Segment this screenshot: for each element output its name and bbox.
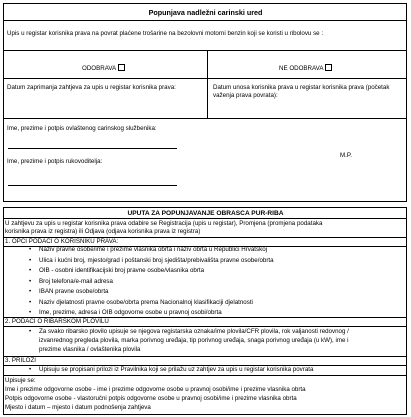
manager-signature-label: Ime, prezime i potpis rukovoditelja:: [7, 158, 103, 165]
list-item: • Naziv djelatnosti pravne osobe/obrta prema Nacionalnoj klasifikaciji djelatnosti: [5, 299, 274, 310]
footer-line-2: Ime i prezime odgovorne osobe - ime i prezime odgovorne osobe u pravnoj osobi/ime i prezime vlasnika obrta: [5, 386, 306, 393]
instructions-intro-line-1: U zahtjevu za upis u registar korisnika prava odabire se Registracija (upis u registar), Promjena (promjena podataka: [5, 220, 323, 227]
section-3-item: Upisuju se propisani prilozi iz Pravilnika koji se prilažu uz zahtjev za upis u registar korisnika povrata: [39, 366, 314, 373]
manager-signature-line[interactable]: [8, 185, 177, 186]
reject-option[interactable]: [279, 64, 332, 73]
divider: [3, 356, 407, 357]
section-1-list: [5, 246, 274, 320]
approve-option[interactable]: [82, 64, 125, 73]
date-entry-label: Datum unosa korisnika prava u registar korisnika prava (početak važenja prava povrata):: [213, 84, 390, 99]
officer-signature-label: Ime, prezime i potpis ovlaštenog carinskog službenika:: [7, 125, 157, 132]
instructions-title: UPUTA ZA POPUNJAVANJE OBRASCA PUR-RIBA: [127, 210, 284, 217]
divider: [3, 50, 407, 51]
section-3-bullet: •: [29, 366, 32, 373]
divider: [3, 218, 407, 219]
list-item: • Broj telefona/e-mail adresa: [5, 278, 274, 289]
divider: [3, 78, 407, 79]
request-text: Upis u registar korisnika prava na povrat plaćene trošarine na bezolovni motorni benzin koji se koristi u ribolovu se :: [7, 30, 324, 37]
footer-line-1: Upisuje se:: [5, 377, 36, 384]
stamp-label: M.P.: [340, 152, 352, 159]
section-2-line-1: Za svako ribarsko plovilo upisuje se njegova registarska oznaka/ime plovila/CFR plovila, rok valjanosti redovnog /: [39, 328, 349, 335]
divider: [3, 375, 407, 376]
list-item: • OIB - osobni identifikacijski broj pravne osobe/vlasnika obrta: [5, 267, 274, 278]
date-received-label: Datum zaprimanja zahtjeva za upis u registar korisnika prava:: [7, 84, 176, 91]
reject-checkbox[interactable]: [325, 64, 332, 71]
section-1-title: 1. OPĆI PODACI O KORISNIKU PRAVA:: [5, 238, 119, 245]
divider: [207, 50, 208, 118]
section-2-bullet: •: [29, 328, 32, 335]
official-use-title: Popunjava nadležni carinski ured: [148, 8, 263, 17]
approve-label: ODOBRAVA: [82, 65, 117, 72]
list-item: • Naziv pravne osobe/ime i prezime vlasnika obrta i naziv obrta u Republici Hrvatskoj: [5, 246, 274, 257]
list-item: • Ulica i kućni broj, mjesto/grad i poštanski broj sjedišta/prebivališta pravne osobe/obrta: [5, 257, 274, 268]
section-3-title: 3. PRILOZI: [5, 357, 36, 364]
divider: [3, 326, 407, 327]
divider: [3, 118, 407, 119]
reject-label: NE ODOBRAVA: [279, 65, 324, 72]
footer-line-3: Potpis odgovorne osobe - vlastoručni potpis odgovorne osobe u pravnoj osobi/ime i prezime vlasnika obrta: [5, 395, 297, 402]
list-item: • IBAN pravne osobe/obrta: [5, 288, 274, 299]
section-2-title: 2. PODACI O RIBARSKOM PLOVILU: [5, 318, 109, 325]
section-2-line-3: prezime vlasnika / ovlaštenika plovila: [39, 346, 141, 353]
approve-checkbox[interactable]: [118, 64, 125, 71]
section-2-line-2: izvanrednog pregleda plovila, marka porivnog uređaja, tip porivnog uređaja, snaga porivnog uređaja (u kW), ime i: [39, 337, 349, 344]
list-item: • Ime, prezime, adresa i OIB odgovorne osobe u pravnoj osobi/obrta: [5, 309, 274, 320]
officer-signature-line[interactable]: [8, 148, 177, 149]
divider: [3, 20, 407, 21]
instructions-intro-line-2: korisnika prava iz registra) ili Odjava (odjava korisnika prava iz registra): [5, 228, 201, 235]
footer-line-4: Mjesto i datum – mjesto i datum podnošenja zahtjeva: [5, 404, 151, 411]
